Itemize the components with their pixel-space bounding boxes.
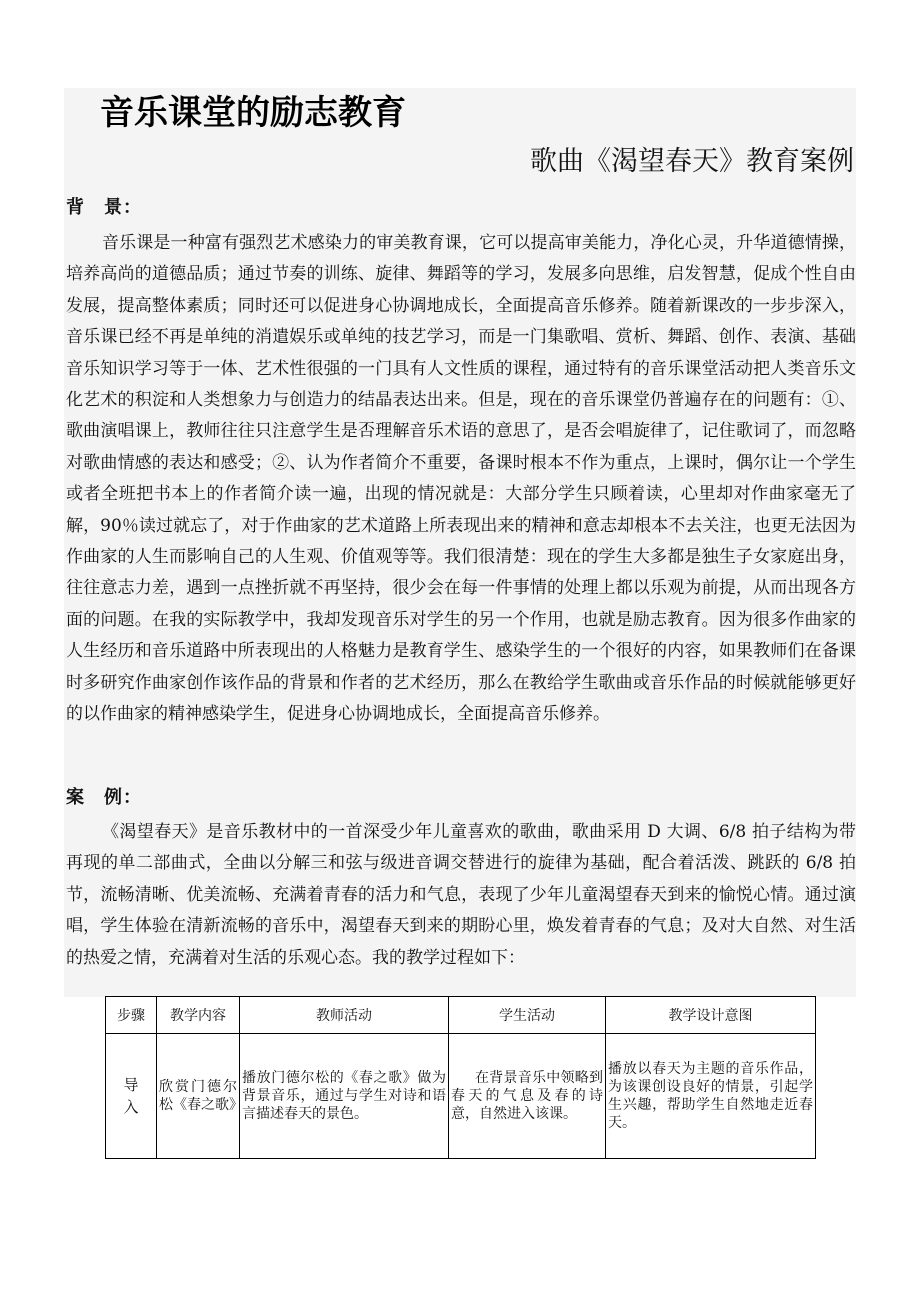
teaching-process-table — [105, 996, 816, 1159]
background-heading: 背 景： — [66, 197, 142, 218]
cell-content: 欣赏门德尔松《春之歌》 — [157, 1034, 240, 1159]
page-subtitle: 歌曲《渴望春天》教育案例 — [530, 146, 854, 177]
header-step: 步骤 — [106, 997, 157, 1034]
cell-teacher-activity: 播放门德尔松的《春之歌》做为背景音乐，通过与学生对诗和语言描述春天的景色。 — [240, 1034, 449, 1159]
header-teacher-activity: 教师活动 — [240, 997, 449, 1034]
header-design-intent: 教学设计意图 — [606, 997, 816, 1034]
table-header-row — [106, 997, 816, 1034]
step-char-2: 入 — [123, 1098, 139, 1116]
cell-step — [106, 1034, 157, 1159]
header-student-activity: 学生活动 — [449, 997, 606, 1034]
step-char-1: 导 — [123, 1076, 139, 1094]
page-title: 音乐课堂的励志教育 — [100, 93, 406, 133]
table-row — [106, 1034, 816, 1159]
case-paragraph: 《渴望春天》是音乐教材中的一首深受少年儿童喜欢的歌曲，歌曲采用 D 大调、6/8 拍子结构为带再现的单二部曲式，全曲以分解三和弦与级进音调交替进行的旋律为基础，配合着活泼、跳跃的 6/8 拍节，流畅清晰、优美流畅、充满着青春的活力和气息，表现了少年儿童渴望春天到来的愉悦心情。通过演唱，学生体验在清新流畅的音乐中，渴望春天到来的期盼心里，焕发着青春的气息；及对大自然、对生活的热爱之情，充满着对生活的乐观心态。我的教学过程如下： — [66, 822, 856, 968]
background-paragraph: 音乐课是一种富有强烈艺术感染力的审美教育课，它可以提高审美能力，净化心灵，升华道德情操，培养高尚的道德品质；通过节奏的训练、旋律、舞蹈等的学习，发展多向思维，启发智慧，促成个性自由发展，提高整体素质；同时还可以促进身心协调地成长，全面提高音乐修养。随着新课改的一步步深入，音乐课已经不再是单纯的消遣娱乐或单纯的技艺学习，而是一门集歌唱、赏析、舞蹈、创作、表演、基础音乐知识学习等于一体、艺术性很强的一门具有人文性质的课程，通过特有的音乐课堂活动把人类音乐文化艺术的积淀和人类想象力与创造力的结晶表达出来。但是，现在的音乐课堂仍普遍存在的问题有：①、歌曲演唱课上，教师往往只注意学生是否理解音乐术语的意思了，是否会唱旋律了，记住歌词了，而忽略对歌曲情感的表达和感受；②、认为作者简介不重要，备课时根本不作为重点，上课时，偶尔让一个学生或者全班把书本上的作者简介读一遍，出现的情况就是：大部分学生只顾着读，心里却对作曲家毫无了解，90％读过就忘了，对于作曲家的艺术道路上所表现出来的精神和意志却根本不去关注，也更无法因为作曲家的人生而影响自己的人生观、价值观等等。我们很清楚：现在的学生大多都是独生子女家庭出身，往往意志力差，遇到一点挫折就不再坚持，很少会在每一件事情的处理上都以乐观为前提，从而出现各方面的问题。在我的实际教学中，我却发现音乐对学生的另一个作用，也就是励志教育。因为很多作曲家的人生经历和音乐道路中所表现出的人格魅力是教育学生、感染学生的一个很好的内容，如果教师们在备课时多研究作曲家创作该作品的背景和作者的艺术经历，那么在教给学生歌曲或音乐作品的时候就能够更好的以作曲家的精神感染学生，促进身心协调地成长，全面提高音乐修养。 — [66, 233, 856, 725]
cell-student-activity: 在背景音乐中领略到春天的气息及春的诗意，自然进入该课。 — [449, 1034, 606, 1159]
case-heading: 案 例： — [66, 787, 142, 808]
header-content: 教学内容 — [157, 997, 240, 1034]
cell-design-intent: 播放以春天为主题的音乐作品，为该课创设良好的情景，引起学生兴趣，帮助学生自然地走近春天。 — [606, 1034, 816, 1159]
